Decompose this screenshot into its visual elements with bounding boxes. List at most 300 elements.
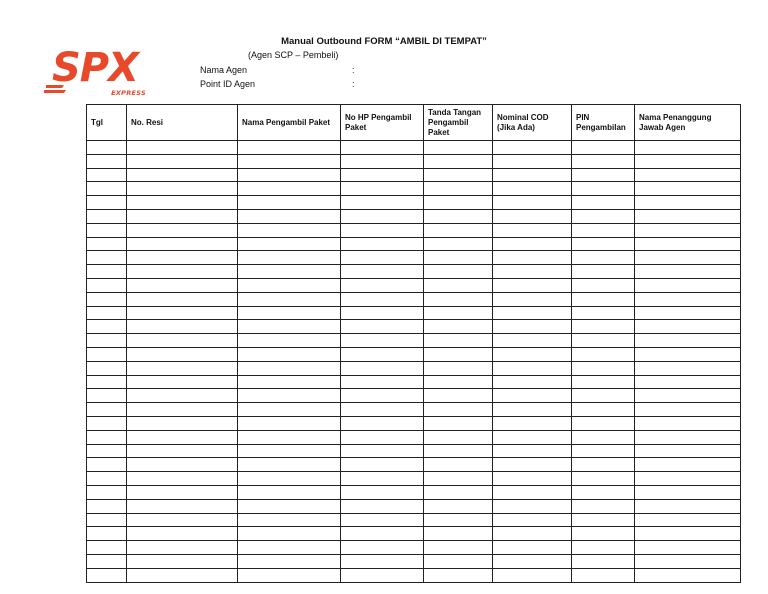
table-row [87,541,741,555]
table-cell[interactable] [341,458,424,472]
table-row [87,265,741,279]
table-cell[interactable] [493,209,572,223]
table-row [87,527,741,541]
table-cell[interactable] [635,141,741,155]
table-cell[interactable] [127,306,238,320]
table-cell[interactable] [341,292,424,306]
table-row [87,499,741,513]
table-cell[interactable] [572,375,635,389]
table-row [87,334,741,348]
table-cell[interactable] [341,430,424,444]
table-cell[interactable] [127,389,238,403]
table-cell[interactable] [341,472,424,486]
table-cell[interactable] [635,265,741,279]
table-cell[interactable] [238,292,341,306]
table-cell[interactable] [424,389,493,403]
table-cell[interactable] [87,568,127,582]
table-cell[interactable] [424,527,493,541]
table-cell[interactable] [238,430,341,444]
table-cell[interactable] [493,237,572,251]
table-cell[interactable] [127,499,238,513]
table-cell[interactable] [87,554,127,568]
table-cell[interactable] [635,554,741,568]
table-cell[interactable] [127,527,238,541]
column-header-no-resi: No. Resi [127,105,238,141]
table-cell[interactable] [341,527,424,541]
table-row [87,430,741,444]
table-cell[interactable] [87,416,127,430]
table-cell[interactable] [87,209,127,223]
table-cell[interactable] [635,541,741,555]
column-header-penanggung-jawab: Nama Penanggung Jawab Agen [635,105,741,141]
table-cell[interactable] [127,141,238,155]
table-cell[interactable] [635,209,741,223]
table-cell[interactable] [493,416,572,430]
form-subtitle: (Agen SCP – Pembeli) [248,50,339,60]
table-cell[interactable] [238,209,341,223]
table-header-row [87,105,741,141]
table-cell[interactable] [424,458,493,472]
table-cell[interactable] [341,182,424,196]
table-cell[interactable] [238,554,341,568]
table-cell[interactable] [238,223,341,237]
table-cell[interactable] [424,403,493,417]
table-cell[interactable] [635,513,741,527]
table-row [87,554,741,568]
table-cell[interactable] [493,541,572,555]
table-cell[interactable] [127,334,238,348]
table-cell[interactable] [635,251,741,265]
table-row [87,196,741,210]
table-cell[interactable] [572,568,635,582]
table-row [87,251,741,265]
table-cell[interactable] [424,416,493,430]
table-cell[interactable] [127,223,238,237]
table-cell[interactable] [424,485,493,499]
table-cell[interactable] [493,430,572,444]
table-cell[interactable] [341,403,424,417]
table-cell[interactable] [424,182,493,196]
table-cell[interactable] [424,375,493,389]
table-row [87,141,741,155]
table-cell[interactable] [572,458,635,472]
table-cell[interactable] [127,444,238,458]
table-cell[interactable] [238,361,341,375]
table-cell[interactable] [493,375,572,389]
table-cell[interactable] [87,541,127,555]
table-cell[interactable] [238,527,341,541]
table-cell[interactable] [572,292,635,306]
table-cell[interactable] [341,320,424,334]
table-row [87,278,741,292]
table-cell[interactable] [572,499,635,513]
table-cell[interactable] [635,416,741,430]
table-cell[interactable] [493,223,572,237]
column-header-no-hp: No HP Pengambil Paket [341,105,424,141]
table-cell[interactable] [424,292,493,306]
table-cell[interactable] [341,513,424,527]
table-cell[interactable] [424,554,493,568]
table-cell[interactable] [87,430,127,444]
table-cell[interactable] [424,265,493,279]
outbound-form-table [86,104,741,583]
table-row [87,403,741,417]
table-cell[interactable] [341,554,424,568]
table-cell[interactable] [127,485,238,499]
table-cell[interactable] [238,251,341,265]
table-cell[interactable] [127,237,238,251]
table-cell[interactable] [238,168,341,182]
table-body [87,141,741,583]
table-row [87,223,741,237]
table-cell[interactable] [493,527,572,541]
table-cell[interactable] [238,182,341,196]
table-cell[interactable] [635,361,741,375]
table-cell[interactable] [424,568,493,582]
table-cell[interactable] [424,209,493,223]
table-cell[interactable] [238,541,341,555]
table-row [87,568,741,582]
table-cell[interactable] [238,513,341,527]
table-cell[interactable] [424,251,493,265]
table-cell[interactable] [572,223,635,237]
table-cell[interactable] [341,389,424,403]
table-cell[interactable] [127,554,238,568]
table-cell[interactable] [341,306,424,320]
table-cell[interactable] [572,541,635,555]
table-cell[interactable] [127,430,238,444]
table-cell[interactable] [238,403,341,417]
table-cell[interactable] [127,168,238,182]
table-cell[interactable] [572,154,635,168]
table-cell[interactable] [572,278,635,292]
table-cell[interactable] [87,334,127,348]
table-cell[interactable] [87,182,127,196]
table-cell[interactable] [127,278,238,292]
table-cell[interactable] [238,499,341,513]
table-cell[interactable] [493,278,572,292]
table-cell[interactable] [572,182,635,196]
table-cell[interactable] [87,306,127,320]
table-cell[interactable] [127,347,238,361]
table-cell[interactable] [635,278,741,292]
table-cell[interactable] [424,334,493,348]
table-cell[interactable] [87,196,127,210]
field-point-id-agen [200,79,355,89]
table-cell[interactable] [341,541,424,555]
table-cell[interactable] [127,196,238,210]
table-cell[interactable] [572,306,635,320]
table-cell[interactable] [635,430,741,444]
column-header-tanda-tangan: Tanda Tangan Pengambil Paket [424,105,493,141]
table-row [87,458,741,472]
table-cell[interactable] [341,278,424,292]
table-cell[interactable] [493,320,572,334]
table-cell[interactable] [87,292,127,306]
table-cell[interactable] [127,251,238,265]
table-cell[interactable] [87,320,127,334]
table-cell[interactable] [87,223,127,237]
table-cell[interactable] [424,237,493,251]
table-cell[interactable] [572,347,635,361]
table-cell[interactable] [493,472,572,486]
logo-subtext: EXPRESS [111,89,146,97]
table-cell[interactable] [341,168,424,182]
table-cell[interactable] [424,499,493,513]
table-cell[interactable] [493,554,572,568]
table-cell[interactable] [238,389,341,403]
table-cell[interactable] [127,568,238,582]
field-colon: : [352,79,355,89]
table-cell[interactable] [635,182,741,196]
table-cell[interactable] [493,485,572,499]
table-cell[interactable] [341,334,424,348]
table-cell[interactable] [572,361,635,375]
table-cell[interactable] [493,141,572,155]
table-cell[interactable] [572,389,635,403]
table-cell[interactable] [424,306,493,320]
spx-express-logo [44,45,150,98]
table-cell[interactable] [424,320,493,334]
table-cell[interactable] [87,278,127,292]
table-cell[interactable] [87,347,127,361]
table-cell[interactable] [493,403,572,417]
table-cell[interactable] [493,568,572,582]
table-cell[interactable] [127,375,238,389]
table-cell[interactable] [424,513,493,527]
table-cell[interactable] [572,403,635,417]
table-cell[interactable] [127,292,238,306]
table-cell[interactable] [493,182,572,196]
table-cell[interactable] [341,141,424,155]
table-cell[interactable] [493,154,572,168]
table-cell[interactable] [127,541,238,555]
table-cell[interactable] [238,375,341,389]
table-cell[interactable] [238,265,341,279]
table-cell[interactable] [238,278,341,292]
table-cell[interactable] [87,389,127,403]
table-cell[interactable] [572,265,635,279]
table-cell[interactable] [493,347,572,361]
table-cell[interactable] [493,306,572,320]
table-cell[interactable] [635,485,741,499]
table-cell[interactable] [341,485,424,499]
table-cell[interactable] [572,320,635,334]
table-row [87,361,741,375]
table-cell[interactable] [238,237,341,251]
table-cell[interactable] [341,347,424,361]
table-row [87,320,741,334]
table-cell[interactable] [493,292,572,306]
table-cell[interactable] [238,458,341,472]
table-cell[interactable] [572,251,635,265]
table-cell[interactable] [424,223,493,237]
table-cell[interactable] [341,499,424,513]
table-cell[interactable] [127,154,238,168]
logo-wordmark: SPX [52,45,138,91]
table-cell[interactable] [424,168,493,182]
table-cell[interactable] [424,278,493,292]
table-cell[interactable] [238,347,341,361]
field-label: Nama Agen [200,65,248,75]
table-cell[interactable] [572,141,635,155]
field-label: Point ID Agen [200,79,256,89]
table-cell[interactable] [87,499,127,513]
table-cell[interactable] [635,527,741,541]
table-cell[interactable] [127,513,238,527]
table-cell[interactable] [635,458,741,472]
table-cell[interactable] [572,430,635,444]
table-cell[interactable] [127,361,238,375]
table-cell[interactable] [341,209,424,223]
table-cell[interactable] [635,306,741,320]
table-cell[interactable] [635,375,741,389]
table-cell[interactable] [493,513,572,527]
table-cell[interactable] [424,472,493,486]
table-cell[interactable] [635,389,741,403]
column-header-nama-pengambil: Nama Pengambil Paket [238,105,341,141]
table-cell[interactable] [635,154,741,168]
table-cell[interactable] [341,223,424,237]
table-cell[interactable] [635,444,741,458]
table-row [87,292,741,306]
field-colon: : [352,65,355,75]
table-cell[interactable] [572,444,635,458]
table-cell[interactable] [341,265,424,279]
table-cell[interactable] [341,154,424,168]
table-cell[interactable] [572,472,635,486]
table-cell[interactable] [493,361,572,375]
table-cell[interactable] [424,541,493,555]
field-nama-agen [200,65,355,75]
table-row [87,513,741,527]
table-cell[interactable] [572,416,635,430]
table-cell[interactable] [572,485,635,499]
table-cell[interactable] [87,237,127,251]
table-cell[interactable] [572,334,635,348]
table-cell[interactable] [127,182,238,196]
table-cell[interactable] [127,209,238,223]
table-cell[interactable] [238,416,341,430]
table-cell[interactable] [341,196,424,210]
table-cell[interactable] [424,141,493,155]
table-cell[interactable] [341,375,424,389]
column-header-tgl: Tgl [87,105,127,141]
table-cell[interactable] [238,472,341,486]
table-cell[interactable] [87,265,127,279]
table-cell[interactable] [424,361,493,375]
table-cell[interactable] [635,292,741,306]
table-cell[interactable] [127,265,238,279]
table-cell[interactable] [87,154,127,168]
table-cell[interactable] [238,320,341,334]
table-cell[interactable] [87,375,127,389]
table-cell[interactable] [127,458,238,472]
table-row [87,306,741,320]
table-cell[interactable] [635,403,741,417]
table-cell[interactable] [238,154,341,168]
table-cell[interactable] [87,472,127,486]
table-cell[interactable] [238,444,341,458]
table-cell[interactable] [87,251,127,265]
table-cell[interactable] [87,168,127,182]
table-cell[interactable] [493,499,572,513]
table-cell[interactable] [424,347,493,361]
table-cell[interactable] [572,513,635,527]
table-row [87,154,741,168]
table-cell[interactable] [341,361,424,375]
table-cell[interactable] [635,334,741,348]
table-cell[interactable] [635,237,741,251]
table-cell[interactable] [238,485,341,499]
table-cell[interactable] [341,251,424,265]
table-cell[interactable] [87,444,127,458]
table-cell[interactable] [572,168,635,182]
table-cell[interactable] [572,237,635,251]
column-header-pin: PIN Pengambilan [572,105,635,141]
table-cell[interactable] [493,265,572,279]
table-cell[interactable] [635,472,741,486]
table-row [87,389,741,403]
table-cell[interactable] [635,196,741,210]
table-cell[interactable] [87,361,127,375]
table-cell[interactable] [127,416,238,430]
table-cell[interactable] [424,444,493,458]
table-cell[interactable] [493,444,572,458]
table-cell[interactable] [87,527,127,541]
table-cell[interactable] [238,196,341,210]
table-cell[interactable] [635,347,741,361]
table-cell[interactable] [635,499,741,513]
table-cell[interactable] [635,568,741,582]
table-cell[interactable] [341,444,424,458]
table-cell[interactable] [493,251,572,265]
table-cell[interactable] [238,334,341,348]
table-cell[interactable] [493,389,572,403]
table-cell[interactable] [572,527,635,541]
table-cell[interactable] [238,568,341,582]
table-cell[interactable] [341,237,424,251]
table-cell[interactable] [341,416,424,430]
table-cell[interactable] [87,513,127,527]
table-row [87,416,741,430]
table-cell[interactable] [238,141,341,155]
table-cell[interactable] [493,458,572,472]
table-cell[interactable] [87,485,127,499]
table-cell[interactable] [572,196,635,210]
table-cell[interactable] [635,168,741,182]
table-cell[interactable] [87,141,127,155]
table-cell[interactable] [238,306,341,320]
table-cell[interactable] [424,196,493,210]
table-cell[interactable] [341,568,424,582]
table-cell[interactable] [127,320,238,334]
table-cell[interactable] [572,209,635,223]
table-cell[interactable] [493,168,572,182]
table-cell[interactable] [635,320,741,334]
table-cell[interactable] [635,223,741,237]
table-cell[interactable] [493,334,572,348]
table-cell[interactable] [424,430,493,444]
table-cell[interactable] [87,403,127,417]
table-cell[interactable] [127,403,238,417]
table-cell[interactable] [572,554,635,568]
table-cell[interactable] [87,458,127,472]
table-cell[interactable] [493,196,572,210]
table-cell[interactable] [127,472,238,486]
table-row [87,182,741,196]
table-cell[interactable] [424,154,493,168]
